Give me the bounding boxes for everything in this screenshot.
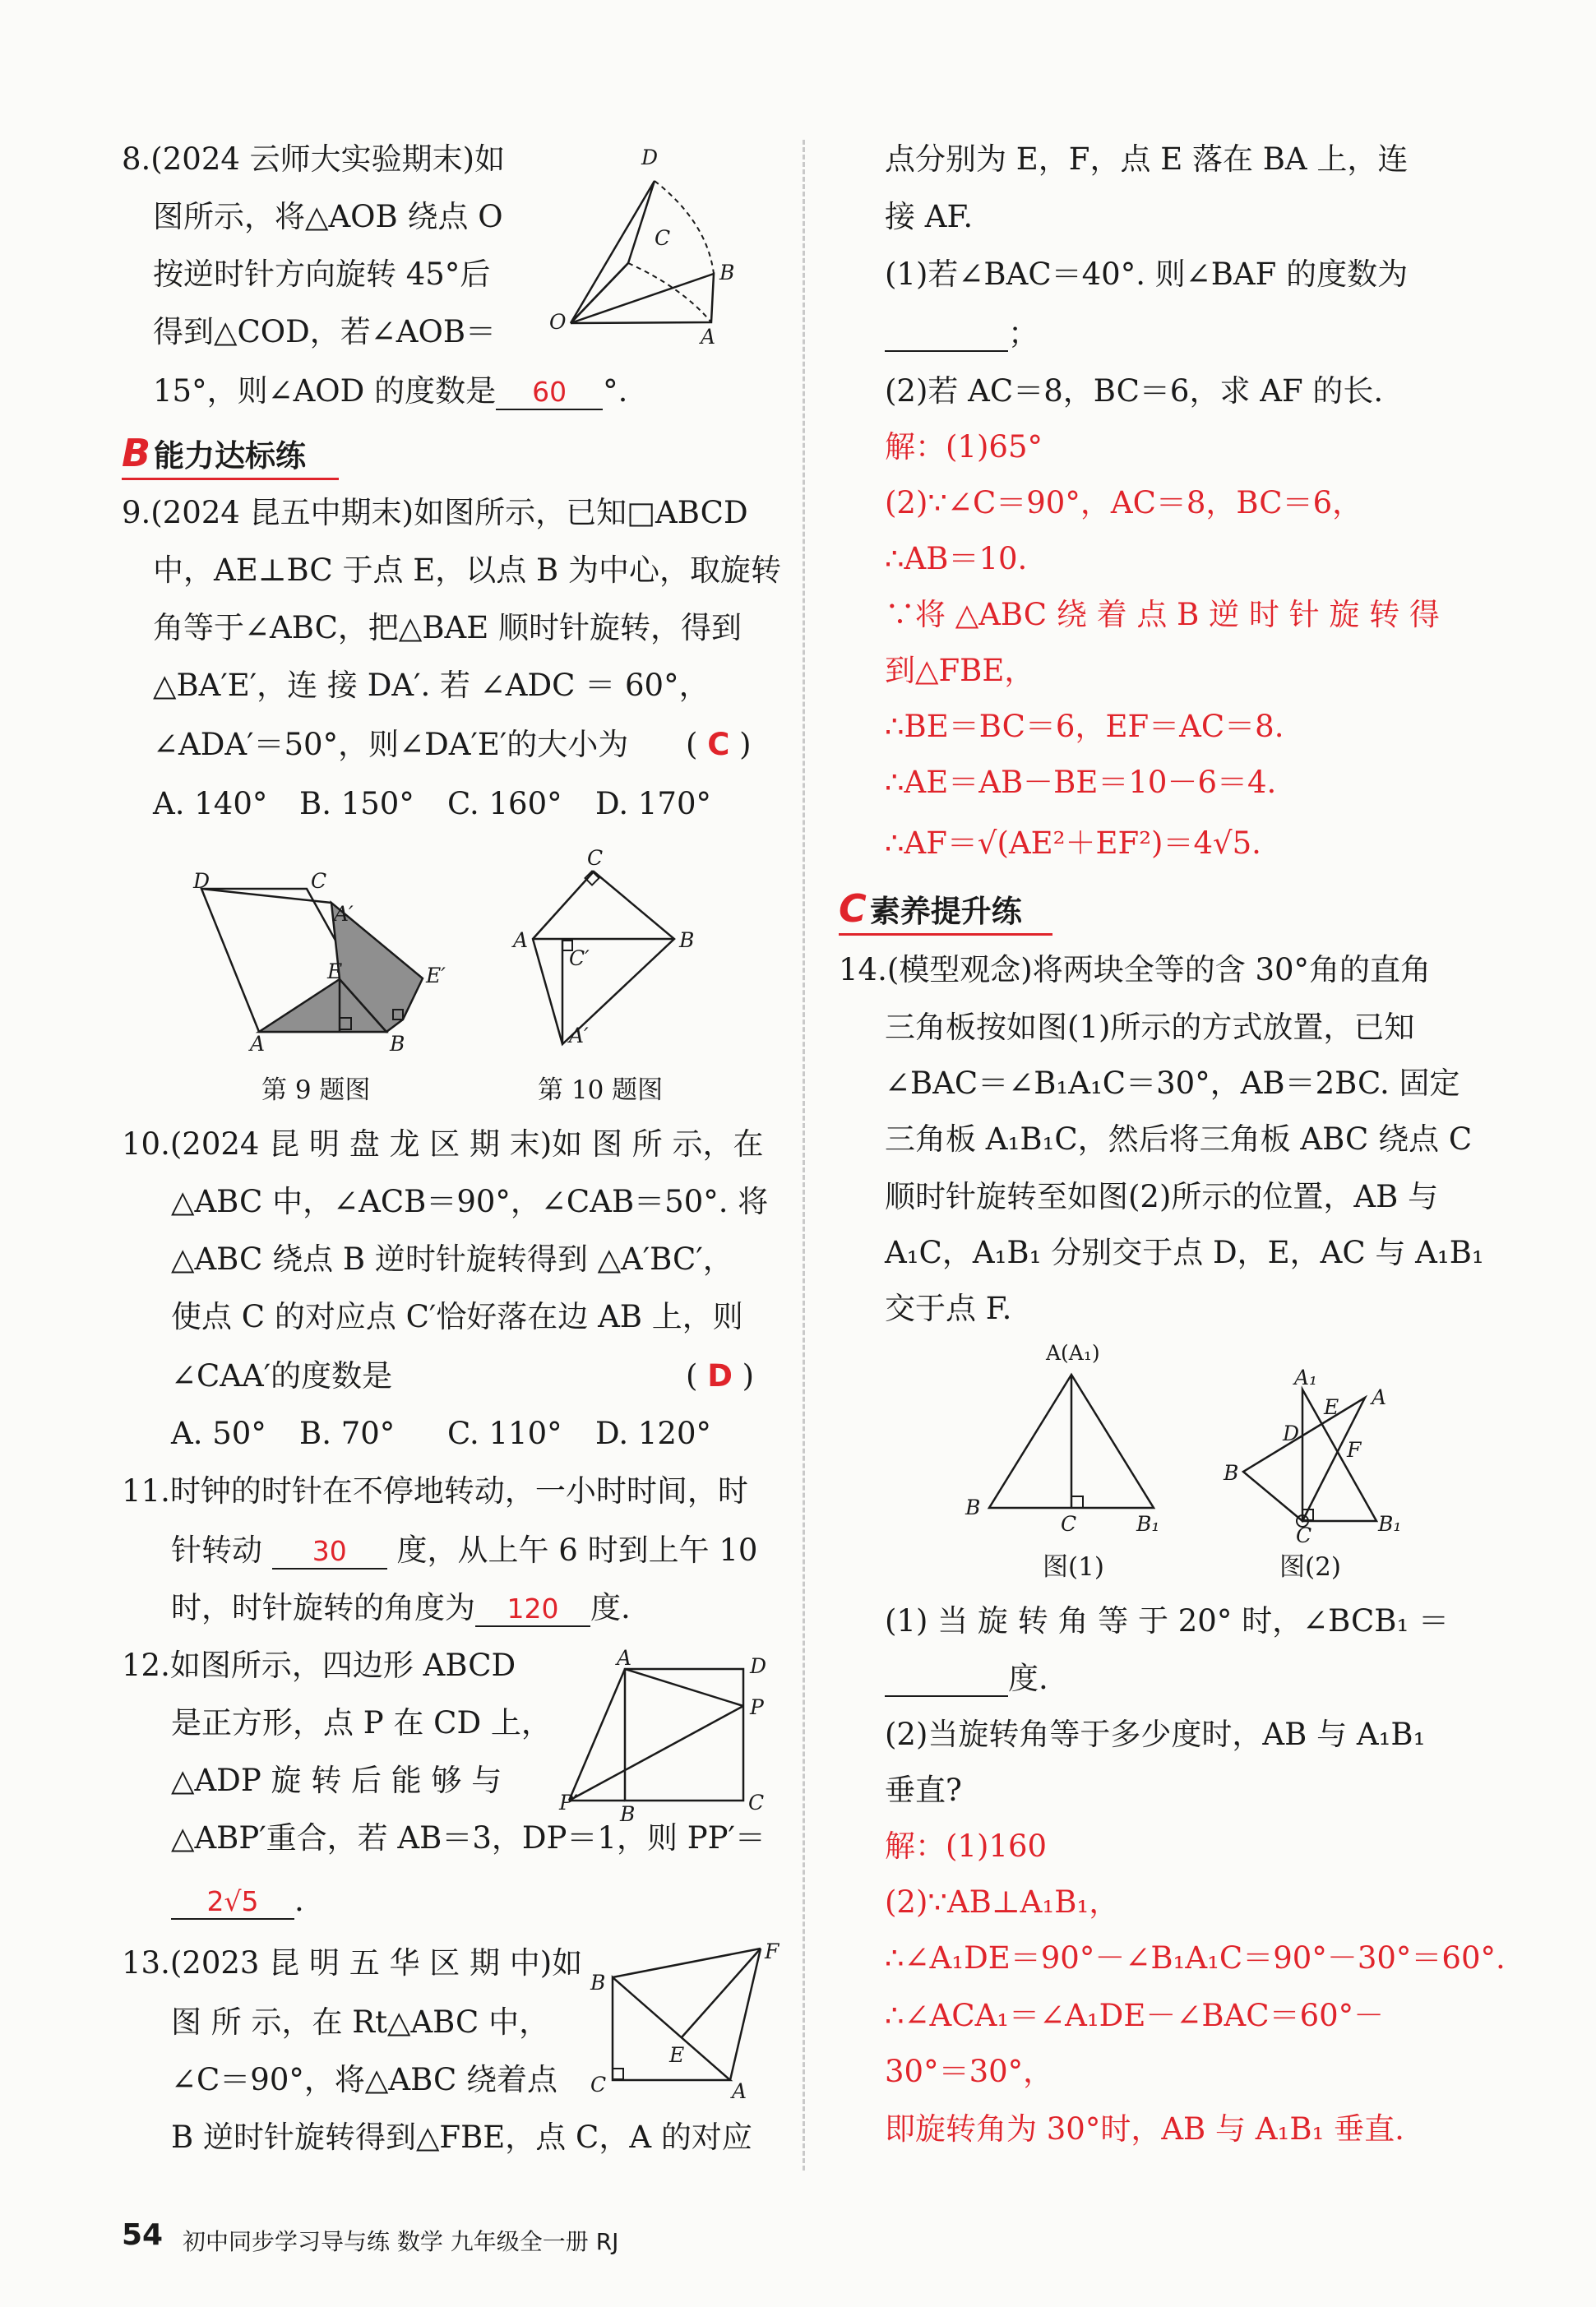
q13-fig-label-b: B bbox=[590, 1971, 606, 1995]
q11-text-d: 度. bbox=[590, 1590, 631, 1625]
q13-line-1: 13.(2023 昆 明 五 华 区 期 中)如 bbox=[122, 1945, 583, 1981]
q9-line-5: ∠ADA′＝50°，则∠DA′E′的大小为 bbox=[153, 727, 629, 762]
q9-figure bbox=[181, 863, 469, 1056]
q8-fig-label-d: D bbox=[641, 146, 659, 169]
q12-fig-label-a: A bbox=[617, 1646, 632, 1670]
q13-fig-label-c: C bbox=[590, 2073, 607, 2097]
q14-solution-2: (2)∵AB⊥A₁B₁， bbox=[885, 1884, 1120, 1920]
q14-solution-3: ∴∠A₁DE＝90°－∠B₁A₁C＝90°－30°＝60°. bbox=[885, 1940, 1506, 1976]
q12-line-1: 12.如图所示，四边形 ABCD bbox=[122, 1648, 516, 1683]
q8-line-4: 得到△COD，若∠AOB＝ bbox=[153, 314, 497, 349]
q14-line-2: 三角板按如图(1)所示的方式放置，已知 bbox=[885, 1010, 1415, 1045]
q14-line-4: 三角板 A₁B₁C，然后将三角板 ABC 绕点 C bbox=[885, 1121, 1473, 1157]
q10-option-d: D. 120° bbox=[595, 1416, 711, 1451]
q14-part2-question-cont: 垂直? bbox=[885, 1773, 962, 1808]
q13-part1-blank-line bbox=[885, 314, 1039, 354]
q8-unit: °. bbox=[603, 373, 628, 409]
q12-line-3: △ADP 旋 转 后 能 够 与 bbox=[171, 1763, 502, 1798]
q10-fig-label-c1: C′ bbox=[569, 946, 590, 970]
q9-fig-label-a: A bbox=[250, 1032, 266, 1056]
q13-solution-8: ∴AF＝√(AE²＋EF²)＝4√5. bbox=[885, 825, 1261, 861]
q8-line-2: 图所示，将△AOB 绕点 O bbox=[153, 199, 503, 234]
q14-line-6: A₁C，A₁B₁ 分别交于点 D，E，AC 与 A₁B₁ bbox=[885, 1235, 1484, 1270]
q8-text: 15°，则∠AOD 的度数是 bbox=[153, 373, 497, 409]
q9-fig-label-c: C bbox=[311, 869, 327, 893]
section-b-underline bbox=[122, 478, 339, 480]
q10-line-2: △ABC 中，∠ACB＝90°，∠CAB＝50°. 将 bbox=[171, 1184, 769, 1219]
column-divider bbox=[803, 140, 805, 2171]
q13-semicolon: ； bbox=[1008, 316, 1039, 351]
q10-line-3: △ABC 绕点 B 逆时针旋转得到 △A′BC′， bbox=[171, 1241, 733, 1277]
q14-fig2-label-a1: A₁ bbox=[1294, 1366, 1318, 1389]
q10-line-1: 10.(2024 昆 明 盘 龙 区 期 末)如 图 所 示，在 bbox=[122, 1126, 764, 1162]
q14-fig2-label-d: D bbox=[1283, 1422, 1300, 1445]
q11-text-b: 度，从上午 6 时到上午 10 bbox=[396, 1533, 758, 1568]
q12-figure bbox=[559, 1646, 773, 1826]
q14-part2-question: (2)当旋转角等于多少度时，AB 与 A₁B₁ bbox=[885, 1717, 1426, 1752]
q14-fig1-label-b1: B₁ bbox=[1136, 1512, 1160, 1536]
section-b-letter: B bbox=[122, 431, 151, 475]
q14-line-3: ∠BAC＝∠B₁A₁C＝30°，AB＝2BC. 固定 bbox=[885, 1066, 1460, 1101]
q9-fig-label-d: D bbox=[193, 869, 210, 893]
q10-fig-label-b: B bbox=[679, 928, 695, 952]
q14-fig2-label-b1: B₁ bbox=[1378, 1512, 1402, 1536]
q14-part1-unit: 度. bbox=[1008, 1661, 1048, 1696]
q14-fig1-label-b: B bbox=[965, 1496, 981, 1519]
q14-solution-5: 30°＝30°， bbox=[885, 2054, 1054, 2089]
q14-figure-1 bbox=[954, 1334, 1184, 1539]
q11-text-c: 时，时针旋转的角度为 bbox=[171, 1590, 475, 1625]
q10-line-4: 使点 C 的对应点 C′恰好落在边 AB 上，则 bbox=[171, 1299, 743, 1334]
section-b-title: 能力达标练 bbox=[154, 438, 307, 474]
q8-fig-label-o: O bbox=[549, 310, 567, 334]
q8-figure bbox=[543, 140, 773, 349]
book-title-footer: 初中同步学习导与练 数学 九年级全一册 RJ bbox=[183, 2228, 619, 2255]
q13-fig-label-a: A bbox=[732, 2079, 747, 2103]
q12-answer: 2√5 bbox=[206, 1885, 259, 1917]
q13-cont-line-2: 接 AF. bbox=[885, 199, 974, 234]
q13-part1-blank bbox=[885, 317, 1008, 352]
q12-fig-label-d: D bbox=[750, 1654, 767, 1678]
q13-solution-2: (2)∵∠C＝90°，AC＝8，BC＝6， bbox=[885, 485, 1363, 520]
q10-line-5: ∠CAA′的度数是 bbox=[171, 1358, 393, 1394]
q9-answer: C bbox=[707, 727, 730, 762]
q11-line-3 bbox=[171, 1588, 631, 1628]
q14-fig2-label-c: C bbox=[1296, 1523, 1312, 1547]
q9-figure-caption: 第 9 题图 bbox=[261, 1075, 371, 1105]
q8-answer-blank bbox=[496, 375, 603, 410]
q14-fig2-label-f: F bbox=[1347, 1438, 1362, 1462]
q13-part1-question: (1)若∠BAC＝40°. 则∠BAF 的度数为 bbox=[885, 257, 1409, 292]
q11-line-2 bbox=[171, 1531, 757, 1570]
q13-figure bbox=[584, 1940, 781, 2105]
q8-fig-label-c: C bbox=[655, 226, 671, 250]
q12-answer-blank bbox=[171, 1884, 294, 1920]
q11-text-a: 针转动 bbox=[171, 1533, 262, 1568]
q9-fig-label-b: B bbox=[390, 1032, 405, 1056]
q9-line-3: 角等于∠ABC，把△BAE 顺时针旋转，得到 bbox=[153, 610, 742, 645]
q10-figure bbox=[510, 840, 707, 1054]
section-c-letter: C bbox=[839, 886, 867, 931]
q10-option-a: A. 50° bbox=[171, 1416, 266, 1451]
q9-line-1: 9.(2024 昆五中期末)如图所示，已知□ABCD bbox=[122, 495, 748, 530]
q11-answer-1: 30 bbox=[312, 1535, 347, 1567]
q9-option-b: B. 150° bbox=[299, 786, 414, 821]
q8-answer: 60 bbox=[532, 376, 567, 408]
q9-line-2: 中，AE⊥BC 于点 E，以点 B 为中心，取旋转 bbox=[153, 552, 781, 588]
q12-line-5: 2√5 . bbox=[171, 1881, 304, 1921]
q14-fig2-label-e: E bbox=[1324, 1395, 1339, 1419]
q13-part2-question: (2)若 AC＝8，BC＝6，求 AF 的长. bbox=[885, 373, 1384, 409]
q14-line-7: 交于点 F. bbox=[885, 1291, 1012, 1326]
q12-fig-label-p: P bbox=[750, 1695, 764, 1719]
q10-answer: D bbox=[707, 1358, 733, 1394]
q14-solution-1: 解：(1)160 bbox=[885, 1828, 1048, 1864]
q13-line-2: 图 所 示，在 Rt△ABC 中， bbox=[171, 2004, 550, 2040]
q10-fig-label-a: A bbox=[513, 928, 529, 952]
q12-line-2: 是正方形，点 P 在 CD 上， bbox=[171, 1705, 552, 1741]
q9-choice-bracket: ( C ) bbox=[686, 727, 752, 762]
q10-option-c: C. 110° bbox=[447, 1416, 562, 1451]
q14-fig1-label-top: A(A₁) bbox=[1046, 1341, 1100, 1365]
q12-line-4: △ABP′重合，若 AB＝3，DP＝1，则 PP′＝ bbox=[171, 1820, 766, 1856]
q12-fig-label-p1: P′ bbox=[559, 1791, 578, 1815]
q14-fig2-label-b: B bbox=[1224, 1461, 1239, 1485]
q14-part1-blank-line bbox=[885, 1659, 1048, 1699]
q13-solution-1: 解：(1)65° bbox=[885, 429, 1043, 465]
q9-fig-label-e: E bbox=[327, 959, 343, 983]
q11-answer-blank-1 bbox=[272, 1534, 387, 1570]
q14-line-1: 14.(模型观念)将两块全等的含 30°角的直角 bbox=[839, 952, 1432, 987]
q13-solution-6: ∴BE＝BC＝6，EF＝AC＝8. bbox=[885, 709, 1284, 744]
q13-solution-3: ∴AB＝10. bbox=[885, 541, 1028, 576]
q9-line-4: △BA′E′，连 接 DA′. 若 ∠ADC ＝ 60°， bbox=[153, 668, 710, 703]
q13-cont-line-1: 点分别为 E，F，点 E 落在 BA 上，连 bbox=[885, 141, 1409, 177]
q13-line-4: B 逆时针旋转得到△FBE，点 C，A 的对应 bbox=[171, 2120, 752, 2155]
q14-fig1-label-c: C bbox=[1061, 1512, 1077, 1536]
q9-fig-label-e1: E′ bbox=[426, 964, 446, 987]
q10-fig-label-a1: A′ bbox=[569, 1024, 589, 1047]
q14-figure-2 bbox=[1217, 1365, 1414, 1546]
q8-line-5 bbox=[153, 372, 627, 411]
q14-solution-6: 即旋转角为 30°时，AB 与 A₁B₁ 垂直. bbox=[885, 2111, 1404, 2147]
q8-line-3: 按逆时针方向旋转 45°后 bbox=[153, 257, 491, 292]
q11-answer-blank-2 bbox=[475, 1592, 590, 1627]
q9-option-c: C. 160° bbox=[447, 786, 562, 821]
q13-fig-label-f: F bbox=[765, 1939, 779, 1963]
q13-solution-7: ∴AE＝AB－BE＝10－6＝4. bbox=[885, 765, 1277, 800]
q10-figure-caption: 第 10 题图 bbox=[538, 1075, 664, 1105]
q14-figure-2-caption: 图(2) bbox=[1279, 1552, 1341, 1582]
q10-choice-bracket: ( D ) bbox=[686, 1358, 755, 1394]
q8-fig-label-a: A bbox=[701, 325, 716, 349]
q12-fig-label-b: B bbox=[620, 1802, 636, 1826]
q9-option-d: D. 170° bbox=[595, 786, 711, 821]
q13-fig-label-e: E bbox=[669, 2043, 685, 2067]
q14-line-5: 顺时针旋转至如图(2)所示的位置，AB 与 bbox=[885, 1179, 1439, 1214]
q8-line-1: 8.(2024 云师大实验期末)如 bbox=[122, 141, 506, 177]
q8-fig-label-b: B bbox=[719, 261, 735, 284]
q11-line-1: 11.时钟的时针在不停地转动，一小时时间，时 bbox=[122, 1473, 748, 1509]
q12-fig-label-c: C bbox=[748, 1791, 765, 1815]
q13-line-3: ∠C＝90°，将△ABC 绕着点 bbox=[171, 2062, 558, 2097]
section-c-title: 素养提升练 bbox=[869, 894, 1022, 929]
q11-answer-2: 120 bbox=[507, 1593, 559, 1625]
q10-fig-label-c: C bbox=[587, 846, 604, 870]
q13-solution-5: 到△FBE， bbox=[885, 653, 1035, 688]
q14-part1-blank bbox=[885, 1662, 1008, 1697]
q9-fig-label-a1: A′ bbox=[334, 902, 354, 926]
q14-fig2-label-a: A bbox=[1372, 1385, 1387, 1409]
section-c-heading bbox=[839, 886, 1022, 931]
section-b-heading bbox=[122, 431, 306, 475]
q14-part1-question: (1) 当 旋 转 角 等 于 20° 时，∠BCB₁ ＝ bbox=[885, 1603, 1450, 1639]
q13-solution-4: ∵将 △ABC 绕 着 点 B 逆 时 针 旋 转 得 bbox=[885, 597, 1440, 632]
q14-figure-1-caption: 图(1) bbox=[1043, 1552, 1104, 1582]
q9-option-a: A. 140° bbox=[153, 786, 268, 821]
section-c-underline bbox=[839, 933, 1052, 936]
q14-solution-4: ∴∠ACA₁＝∠A₁DE－∠BAC＝60°－ bbox=[885, 1998, 1385, 2033]
page-number: 54 bbox=[122, 2218, 164, 2252]
q10-option-b: B. 70° bbox=[299, 1416, 396, 1451]
